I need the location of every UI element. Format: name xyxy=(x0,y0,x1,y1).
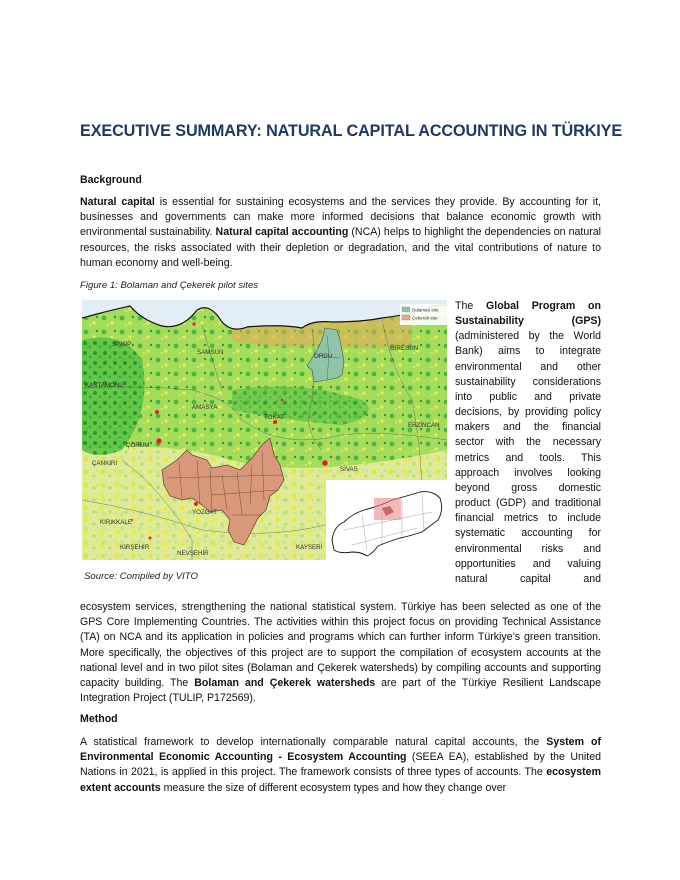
place-label: AMASYA xyxy=(192,404,218,411)
place-label: KAYSERİ xyxy=(296,544,323,551)
method-paragraph-1: A statistical framework to develop internationally comparable natural capital accounts, the System of Environmental Economic Accounting - Ecosystem Accounting (SEEA EA), established by the United Nations in 2021, is applied in this project. The framework consists of three types of accounts. The ecosystem extent accounts measure the size of different ecosystem types and how they change over xyxy=(80,736,601,794)
place-label: SAMSUN xyxy=(197,349,224,356)
page-title: EXECUTIVE SUMMARY: NATURAL CAPITAL ACCOUNTING IN TÜRKIYE xyxy=(80,122,623,140)
place-label: KIRŞEHİR xyxy=(120,544,150,551)
legend-label-cekerek: Çekerek site xyxy=(412,315,438,321)
map-legend xyxy=(400,304,447,325)
place-label: GİRESUN xyxy=(390,345,419,352)
place-label: NEVŞEHİR xyxy=(177,550,209,557)
legend-swatch-bolaman xyxy=(402,307,410,312)
place-label: ORDU xyxy=(314,353,333,360)
bold-term: Global Program on Sustainability (GPS) xyxy=(455,300,601,328)
bold-term: System of Environmental Economic Accounting - Ecosystem Accounting xyxy=(80,736,601,764)
place-label: SİNOP xyxy=(112,341,132,348)
figure-caption: Figure 1: Bolaman and Çekerek pilot sites xyxy=(80,280,259,291)
bold-term: Natural capital accounting xyxy=(215,226,349,239)
bold-term: Bolaman and Çekerek watersheds xyxy=(194,677,376,690)
place-label: TOKAT xyxy=(264,414,285,421)
gps-sidebar-text: The Global Program on Sustainability (GPS) (administered by the World Bank) aims to integrate environmental and other sustainability considerations into public and private decisions, by providing policy makers and the financial sector with the necessary metrics and tools. This approach involves looking beyond gross domestic product (GDP) and traditional financial metrics to include systematic accounting for environmental risks and opportunities and valuing natural capital and xyxy=(455,300,601,585)
figure-map xyxy=(82,300,447,560)
bold-term: Natural capital xyxy=(80,196,155,208)
place-label: ÇANKIRI xyxy=(92,460,118,467)
place-label: ERZİNCAN xyxy=(408,422,440,429)
inset-map xyxy=(326,480,447,560)
background-heading: Background xyxy=(80,174,142,186)
place-label: SİVAS xyxy=(340,466,358,473)
background-paragraph-2: ecosystem services, strengthening the national statistical system. Türkiye has been selected as one of the GPS Core Implementing Countries. The activities within this project focus on providing Technical Assistance (TA) on NCA and its application in policies and programs which can further inform Türkiye’s green transition. More specifically, the objectives of this project are to support the compilation of ecosystem accounts at the national level and in two pilot sites (Bolaman and Çekerek watersheds) by compiling accounts and supporting capacity building. The Bolaman and Çekerek watersheds are part of the Türkiye Resilient Landscape Integration Project (TULIP, P172569). xyxy=(80,601,601,705)
place-label: KASTAMONU xyxy=(85,382,124,389)
bold-term: ecosystem extent accounts xyxy=(80,766,601,794)
legend-swatch-cekerek xyxy=(402,315,410,320)
map-svg xyxy=(82,300,447,560)
place-label: ÇORUM xyxy=(126,442,150,449)
figure-source: Source: Compiled by VITO xyxy=(84,571,198,582)
method-heading: Method xyxy=(80,713,118,725)
place-label: YOZGAT xyxy=(192,509,217,516)
legend-label-bolaman: Bolaman site xyxy=(412,307,439,313)
place-label: KIRIKKALE xyxy=(100,519,132,526)
background-paragraph-1: Natural capital is essential for sustaining ecosystems and the services they provide. By accounting for it, businesses and governments can make more informed decisions that balance economic growth with environmental sustainability. Natural capital accounting (NCA) helps to highlight the dependencies on natural resources, the risks associated with their depletion or degradation, and the vital contributions of nature to human economy and well-being. xyxy=(80,196,601,269)
